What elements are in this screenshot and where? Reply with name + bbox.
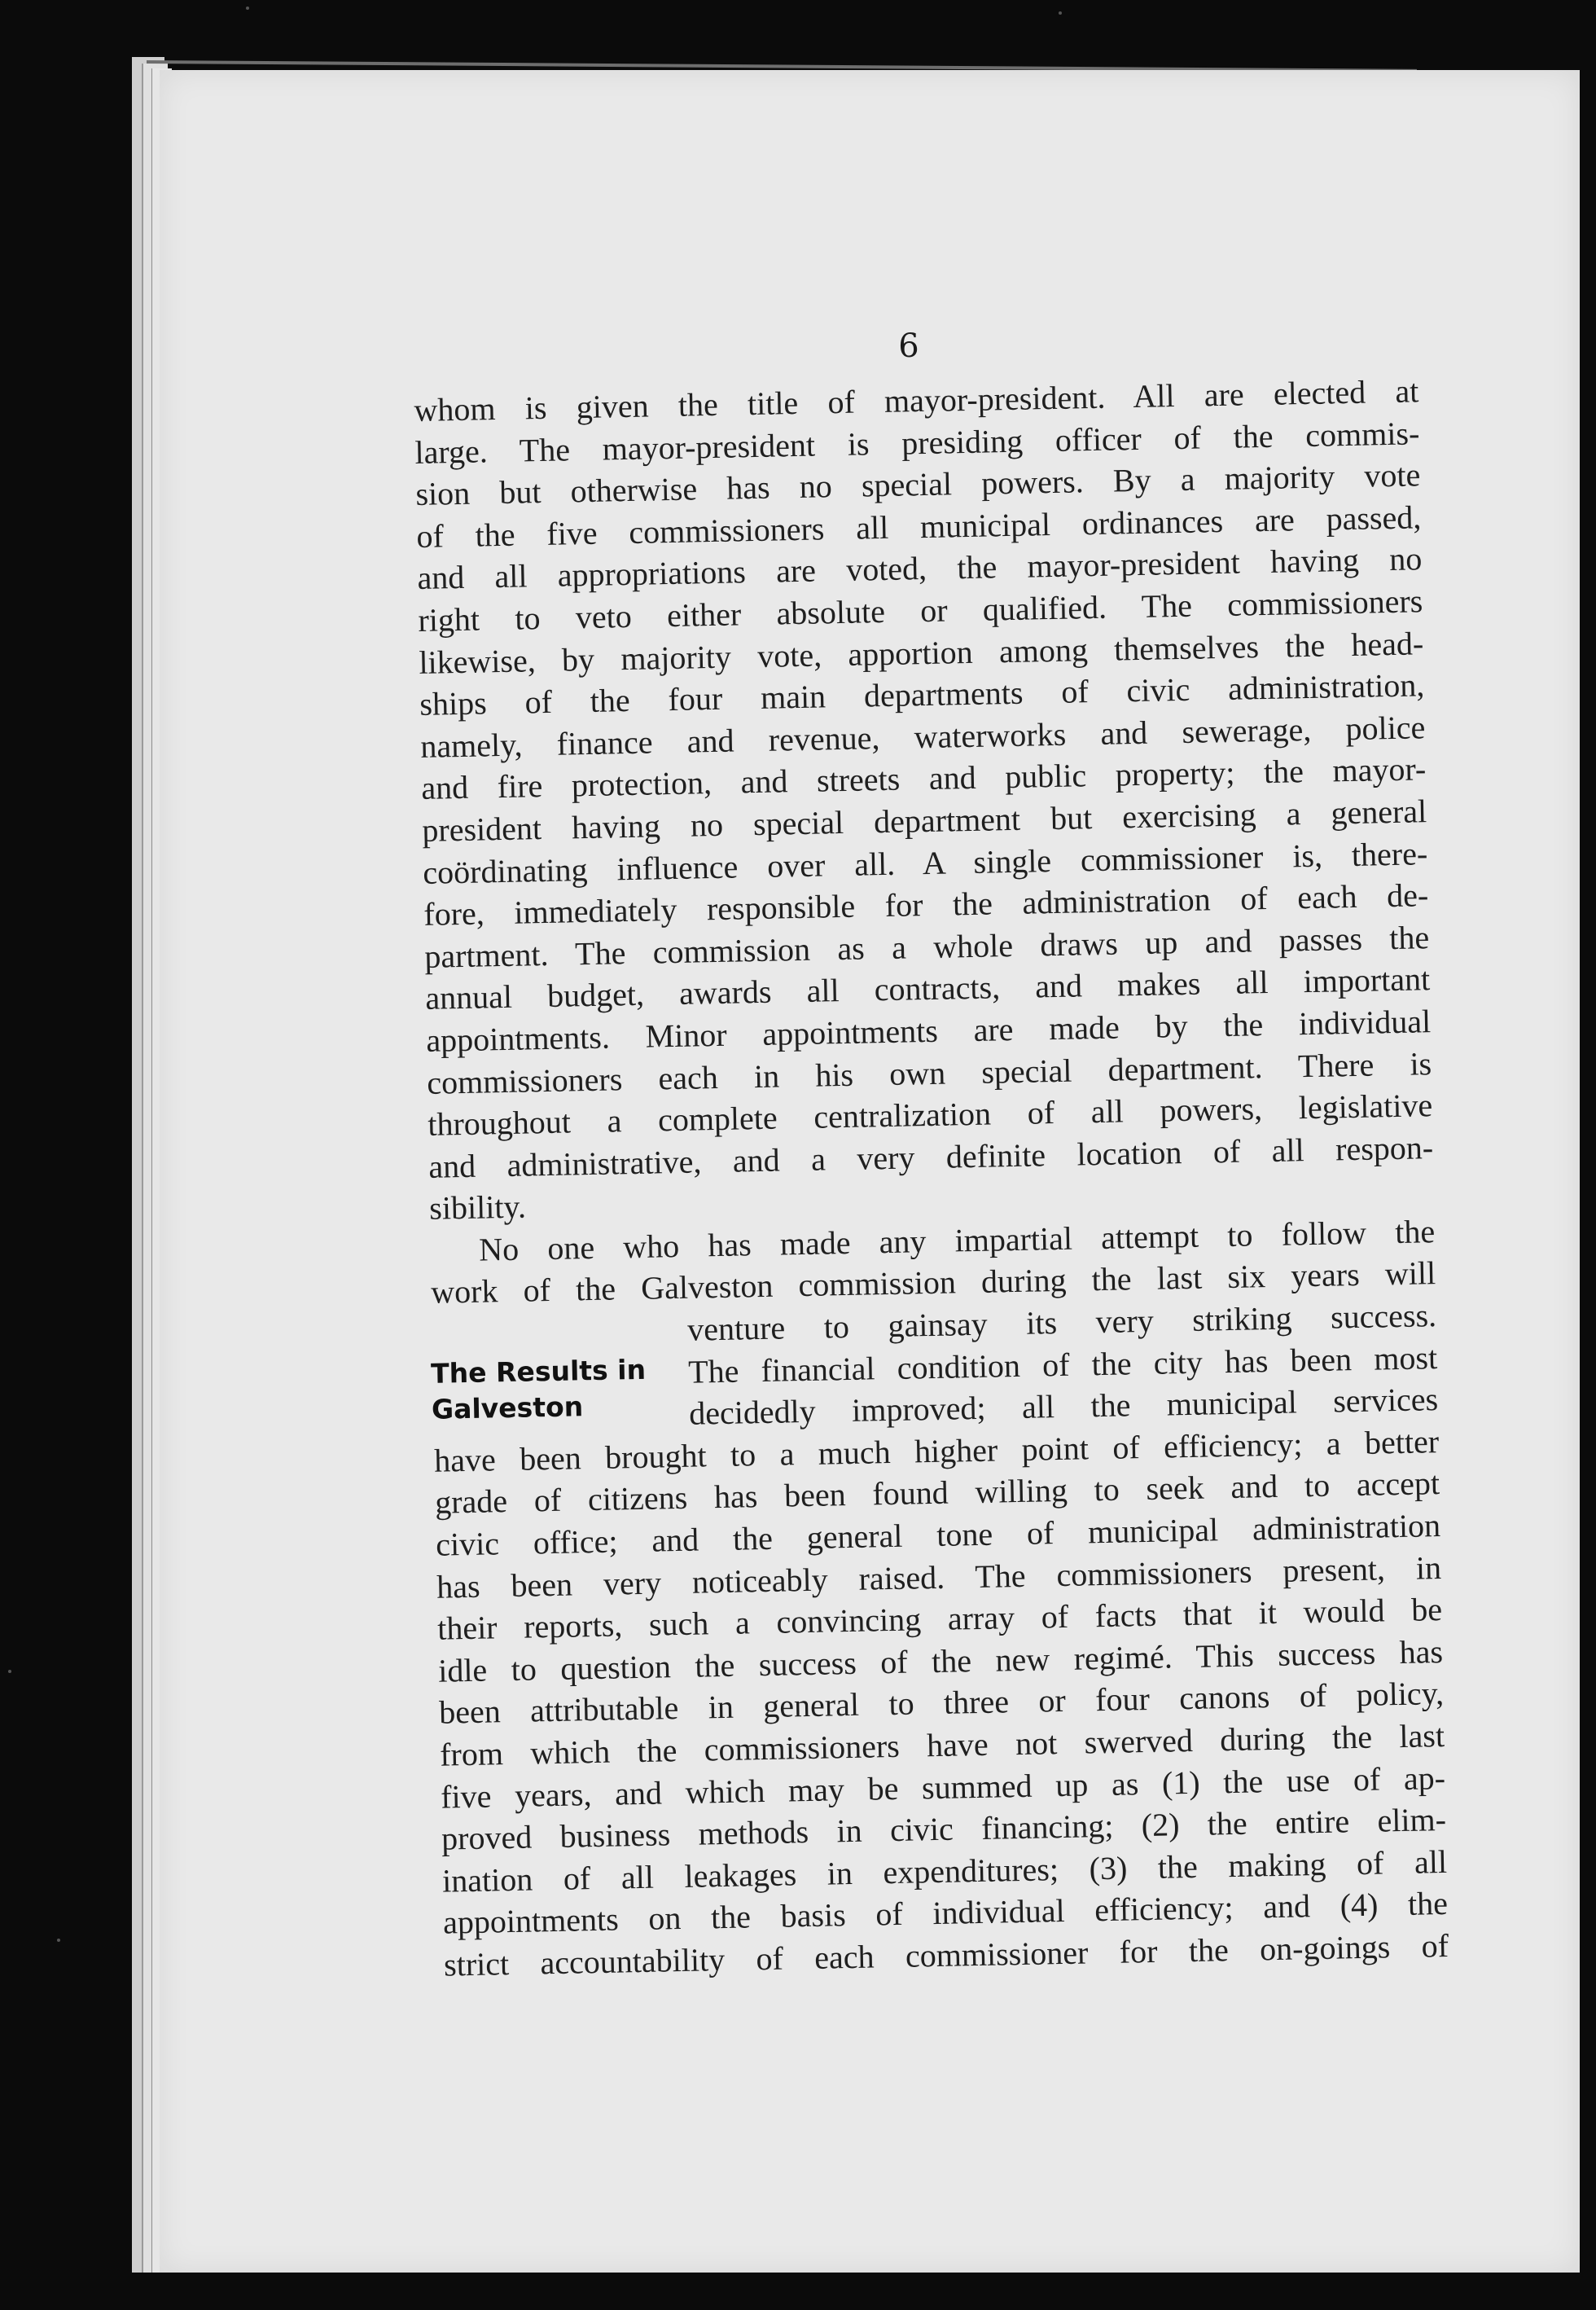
scan-speck [8, 1670, 11, 1673]
text-line: coördinating influence over all. A single commissioner is, there- [422, 834, 1428, 891]
scan-speck [1059, 11, 1062, 15]
text-line: and administrative, and a very definite location of all respon- [428, 1128, 1434, 1185]
text-line: from which the commissioners have not swerved during the last [439, 1717, 1445, 1773]
body-text [414, 370, 1449, 1986]
text-line: annual budget, awards all contracts, and makes all important [424, 960, 1431, 1017]
text-line: large. The mayor-president is presiding officer of the commis- [414, 414, 1420, 471]
text-line: strict accountability of each commissioner for the on-goings of [443, 1926, 1449, 1983]
text-line: and all appropriations are voted, the mayor-president having no [417, 540, 1423, 597]
text-line: commissioners each in his own special department. There is [426, 1044, 1432, 1101]
margin-heading [431, 1351, 670, 1428]
text-line: ships of the four main departments of civic administration, [419, 666, 1425, 723]
text-line: right to veto either absolute or qualified. The commissioners [418, 582, 1423, 639]
text-line: grade of citizens has been found willing to seek and to accept [434, 1465, 1440, 1522]
text-line: decidedly improved; all the municipal services [688, 1381, 1439, 1432]
text-line: throughout a complete centralization of all powers, legislative [427, 1087, 1433, 1143]
margin-heading-line: The Results in [430, 1353, 647, 1390]
text-line: whom is given the title of mayor-president. All are elected at [414, 372, 1419, 428]
text-line: likewise, by majority vote, apportion among themselves the head- [419, 624, 1424, 681]
text-line: and fire protection, and streets and public property; the mayor- [420, 750, 1427, 807]
text-line: work of the Galveston commission during the last six years will [430, 1254, 1436, 1311]
text-line: sibility. [428, 1188, 527, 1227]
margin-heading-line: Galveston [431, 1390, 584, 1425]
text-line: president having no special department but exercising a general [421, 793, 1427, 849]
text-line: of the five commissioners all municipal ordinances are passed, [416, 498, 1422, 555]
text-line: sion but otherwise has no special powers. By a majority vote [415, 456, 1421, 513]
text-line: No one who has made any impartial attempt to follow the [478, 1212, 1436, 1268]
text-line: been attributable in general to three or four canons of policy, [438, 1675, 1445, 1732]
text-line: namely, finance and revenue, waterworks and sewerage, police [419, 708, 1426, 765]
scan-speck [57, 1939, 60, 1942]
text-line: five years, and which may be summed up as (1) the use of ap- [440, 1759, 1446, 1816]
page-number: 6 [898, 327, 919, 365]
text-line: fore, immediately responsible for the administration of each de- [423, 876, 1429, 933]
text-line: appointments. Minor appointments are made by the individual [425, 1003, 1432, 1059]
text-line: has been very noticeably raised. The commissioners present, in [436, 1548, 1442, 1605]
text-line: civic office; and the general tone of municipal administration [435, 1507, 1441, 1563]
text-line: appointments on the basis of individual efficiency; and (4) the [442, 1885, 1449, 1942]
text-line: venture to gainsay its very striking success. [686, 1297, 1437, 1348]
text-line: partment. The commission as a whole draws up and passes the [423, 918, 1430, 975]
text-line: ination of all leakages in expenditures; (3) the making of all [441, 1842, 1448, 1899]
text-line: have been brought to a much higher point of efficiency; a better [433, 1422, 1440, 1479]
text-line: their reports, such a convincing array of facts that it would be [436, 1591, 1443, 1647]
text-line: proved business methods in civic financing; (2) the entire elim- [441, 1801, 1447, 1857]
text-line: idle to question the success of the new regimé. This success has [437, 1632, 1444, 1689]
text-line: The financial condition of the city has been most [687, 1338, 1438, 1390]
scan-speck [246, 7, 249, 10]
